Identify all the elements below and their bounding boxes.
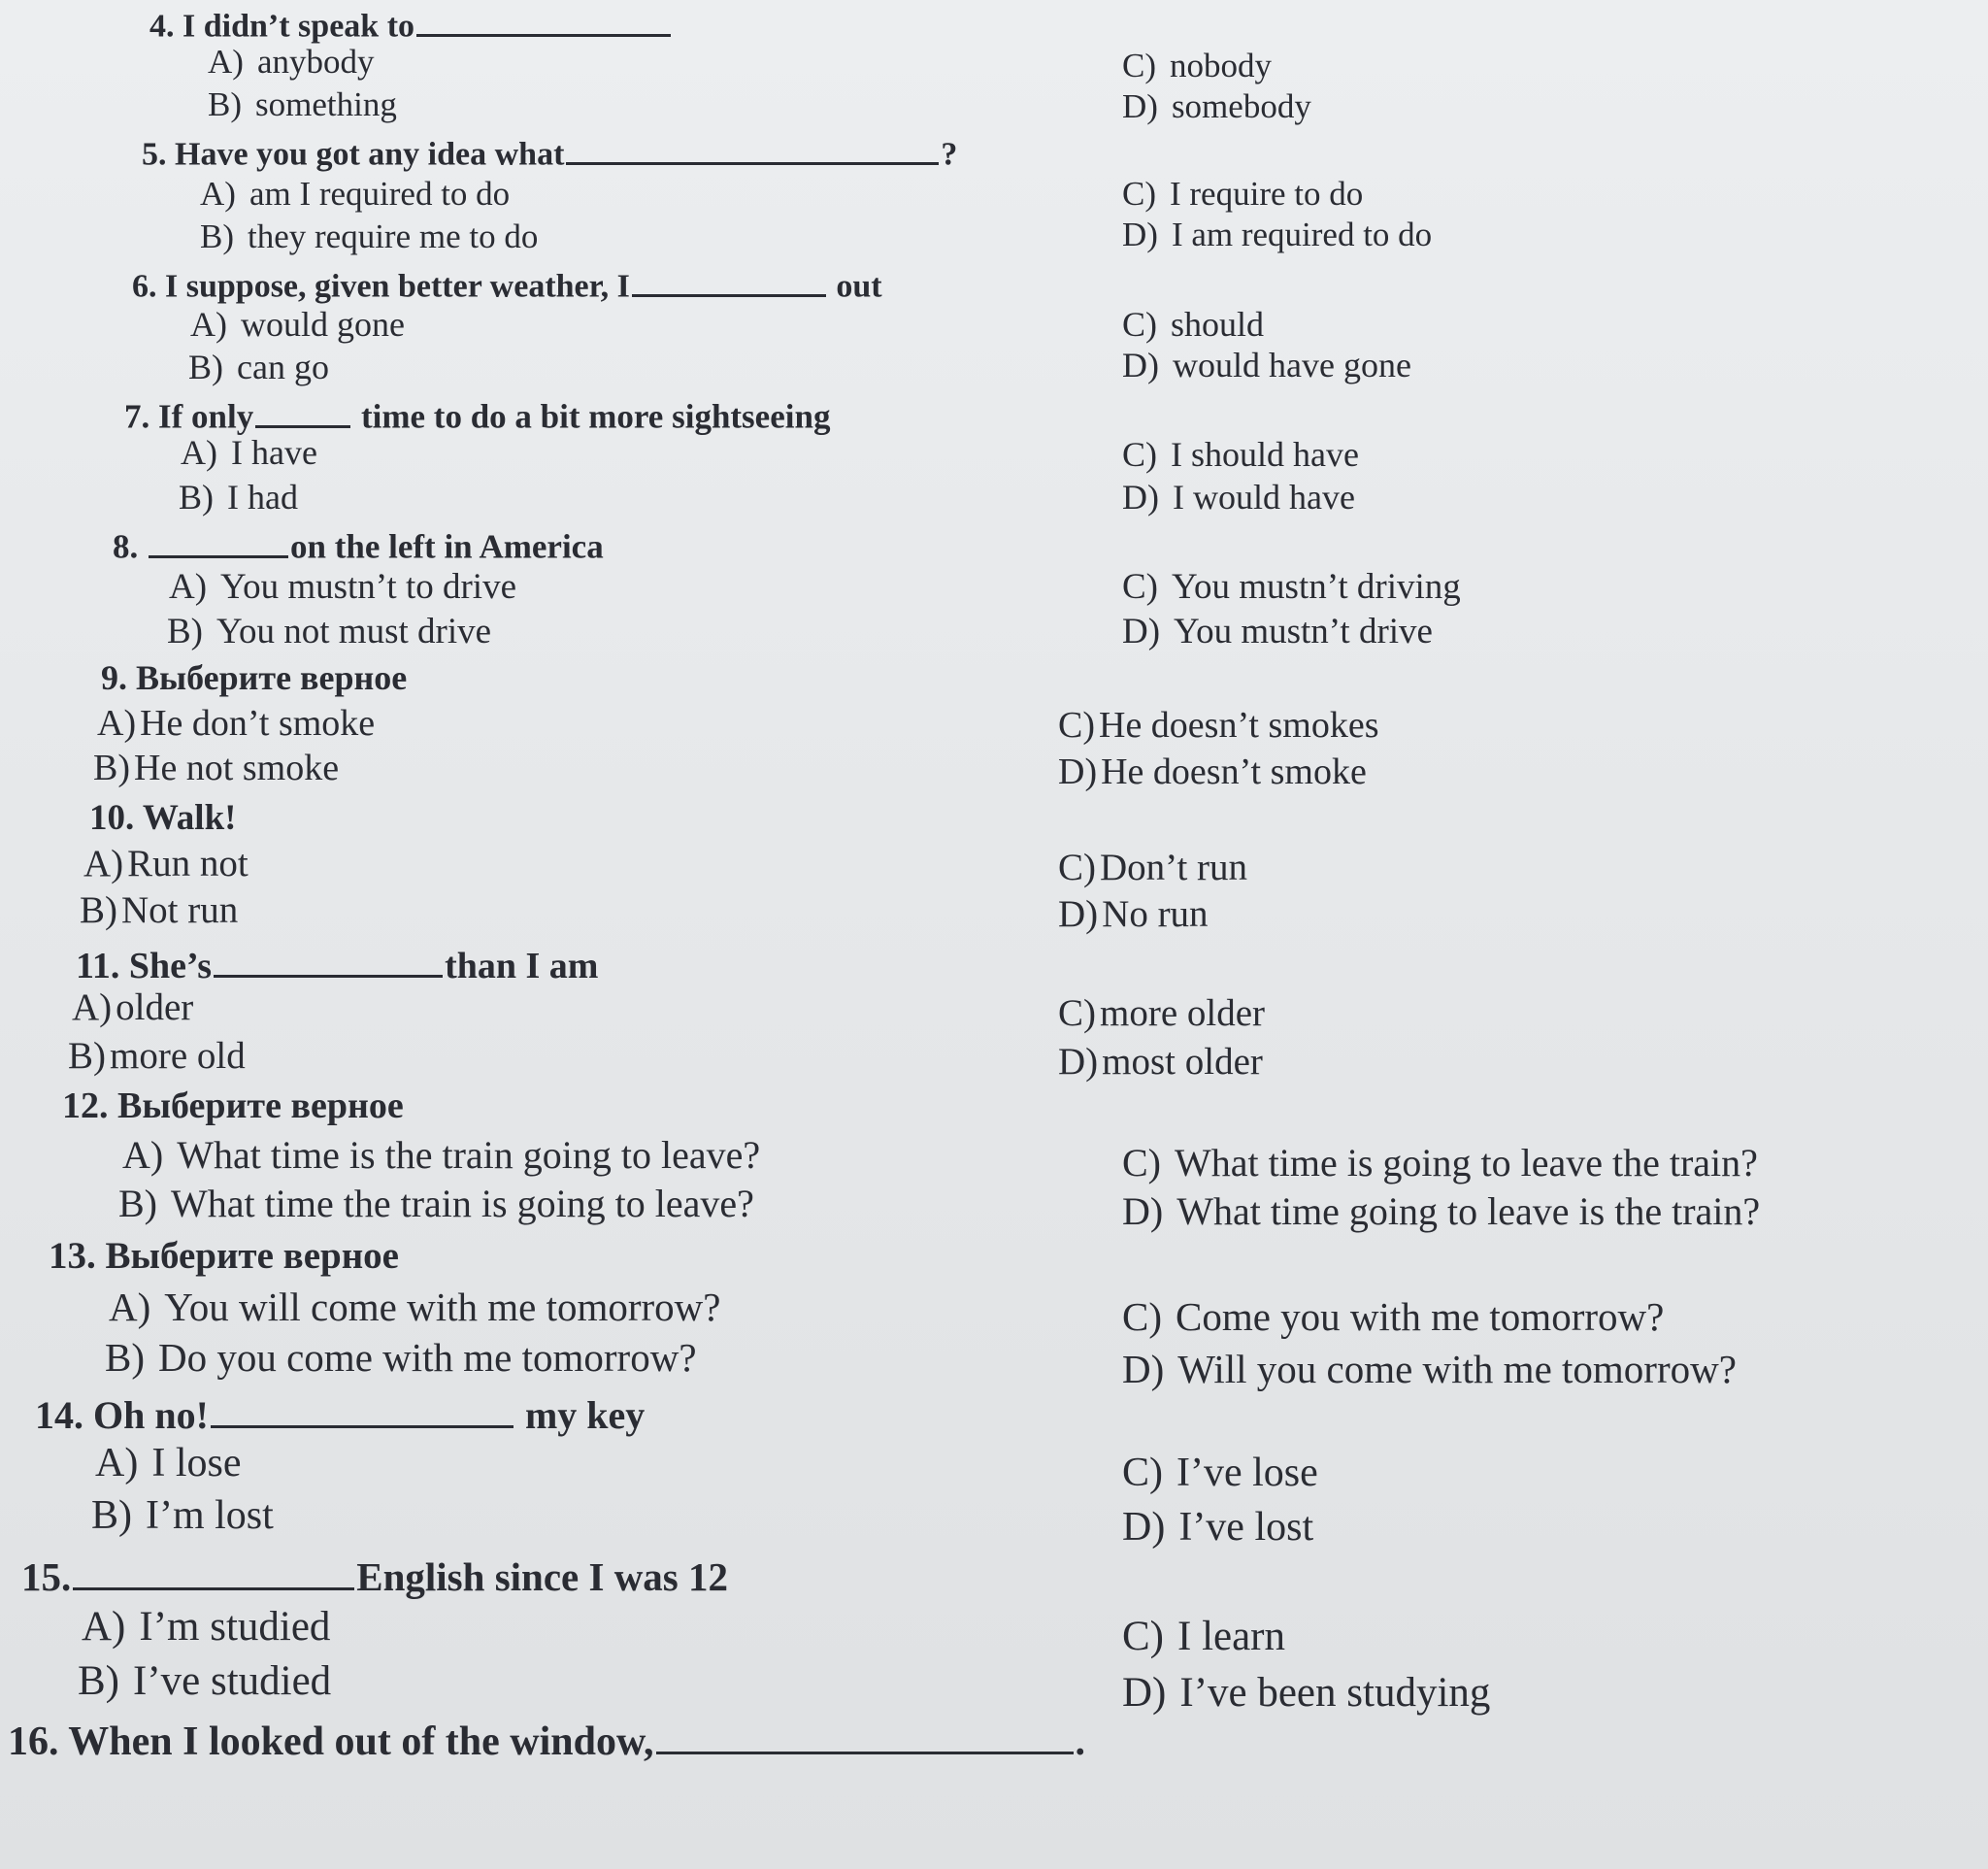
option-text: I’ve studied xyxy=(133,1658,332,1704)
option-b xyxy=(93,750,339,786)
option-letter: B) xyxy=(167,612,203,651)
option-text: You mustn’t to drive xyxy=(220,567,517,607)
answer-blank xyxy=(656,1715,1074,1754)
option-letter: A) xyxy=(190,305,227,344)
option-text: He doesn’t smoke xyxy=(1101,751,1367,792)
option-d xyxy=(1122,1347,1737,1391)
question-text: If only xyxy=(158,397,254,436)
option-text: more older xyxy=(1100,992,1266,1034)
question-text-after: my key xyxy=(524,1393,646,1437)
question-text-after: . xyxy=(1075,1719,1086,1764)
option-a xyxy=(72,988,193,1026)
question-number: 14. xyxy=(35,1393,83,1437)
option-text: more old xyxy=(110,1035,246,1077)
question-text: I didn’t speak to xyxy=(182,8,415,45)
option-letter: D) xyxy=(1122,1670,1167,1716)
option-letter: B) xyxy=(78,1658,119,1704)
option-letter: C) xyxy=(1122,175,1156,213)
option-d xyxy=(1122,1189,1761,1233)
option-b xyxy=(188,350,329,384)
question-text-after: English since I was 12 xyxy=(356,1553,729,1599)
option-letter: D) xyxy=(1122,87,1158,125)
option-b xyxy=(105,1335,697,1380)
option-text: What time the train is going to leave? xyxy=(171,1182,754,1225)
option-letter: A) xyxy=(83,843,124,884)
option-a xyxy=(190,307,405,342)
option-text: He not smoke xyxy=(134,748,340,788)
option-text: You mustn’t driving xyxy=(1172,567,1461,607)
option-text: Run not xyxy=(127,843,248,884)
question-stem xyxy=(113,524,604,564)
option-a xyxy=(169,569,516,605)
option-letter: A) xyxy=(109,1285,151,1329)
option-b xyxy=(179,480,298,515)
question-number: 4. xyxy=(149,8,175,45)
option-text: I’ve lose xyxy=(1176,1451,1318,1495)
option-c xyxy=(1058,994,1265,1032)
option-letter: B) xyxy=(188,348,223,386)
question-stem xyxy=(62,1087,404,1124)
option-d xyxy=(1122,1507,1313,1548)
option-letter: A) xyxy=(82,1604,126,1650)
option-text: I had xyxy=(227,478,298,517)
answer-blank xyxy=(211,1390,514,1428)
option-text: I’ve been studying xyxy=(1179,1670,1491,1716)
question-number: 15. xyxy=(21,1553,72,1599)
question-text-after: than I am xyxy=(445,946,599,987)
option-c xyxy=(1058,849,1247,886)
question-stem xyxy=(8,1715,1085,1762)
option-letter: C) xyxy=(1122,1294,1162,1339)
option-a xyxy=(200,177,510,211)
option-a xyxy=(95,1443,241,1484)
option-c xyxy=(1122,1141,1758,1185)
option-a xyxy=(82,1606,330,1648)
question-number: 5. xyxy=(142,136,167,173)
option-letter: D) xyxy=(1058,751,1098,792)
option-d xyxy=(1122,348,1411,383)
option-letter: C) xyxy=(1122,1141,1161,1185)
option-letter: D) xyxy=(1122,1189,1164,1233)
question-text: Oh no! xyxy=(93,1393,209,1437)
option-text: they require me to do xyxy=(248,217,539,255)
question-text: Выберите верное xyxy=(105,1235,399,1277)
option-d xyxy=(1122,480,1355,515)
answer-blank xyxy=(566,132,939,165)
question-number: 12. xyxy=(62,1085,109,1126)
question-text: Walk! xyxy=(142,798,237,838)
option-text: I should have xyxy=(1171,435,1359,474)
option-text: No run xyxy=(1102,893,1209,935)
option-text: am I required to do xyxy=(248,175,511,213)
question-stem xyxy=(35,1390,645,1435)
option-text: I’m lost xyxy=(146,1493,274,1538)
question-number: 11. xyxy=(76,946,120,987)
option-letter: C) xyxy=(1058,847,1096,888)
option-letter: A) xyxy=(122,1133,164,1177)
question-stem xyxy=(49,1237,399,1275)
question-number: 16. xyxy=(8,1719,59,1764)
question-number: 10. xyxy=(89,798,135,838)
option-text: He doesn’t smokes xyxy=(1099,705,1379,746)
question-stem xyxy=(21,1552,728,1597)
option-d xyxy=(1058,1043,1263,1081)
question-stem xyxy=(76,942,598,985)
option-text: He don’t smoke xyxy=(140,703,376,744)
option-text: What time is the train going to leave? xyxy=(177,1133,761,1177)
option-letter: B) xyxy=(208,85,242,123)
option-text: You will come with me tomorrow? xyxy=(164,1285,721,1329)
option-c xyxy=(1122,1452,1318,1493)
question-number: 8. xyxy=(113,527,139,566)
option-letter: D) xyxy=(1122,612,1161,651)
option-text: would have gone xyxy=(1173,346,1411,384)
option-letter: C) xyxy=(1058,992,1096,1034)
answer-blank xyxy=(416,4,671,37)
answer-blank xyxy=(632,264,826,297)
option-letter: C) xyxy=(1122,47,1156,84)
option-b xyxy=(208,87,397,121)
option-d xyxy=(1122,217,1432,251)
question-stem xyxy=(142,132,957,172)
option-a xyxy=(83,845,248,883)
option-letter: A) xyxy=(181,433,217,472)
question-text: I suppose, given better weather, I xyxy=(165,268,630,305)
option-letter: B) xyxy=(91,1493,132,1538)
question-text: Выберите верное xyxy=(136,658,408,697)
option-letter: A) xyxy=(95,1441,139,1485)
option-letter: C) xyxy=(1122,567,1158,607)
question-number: 7. xyxy=(124,397,150,436)
option-text: You mustn’t drive xyxy=(1174,612,1433,651)
option-text: I learn xyxy=(1177,1614,1286,1659)
question-number: 13. xyxy=(49,1235,96,1277)
option-d xyxy=(1122,1672,1490,1714)
question-text-after: time to do a bit more sightseeing xyxy=(360,397,831,436)
option-letter: A) xyxy=(169,567,208,607)
option-letter: C) xyxy=(1122,1614,1164,1659)
option-letter: B) xyxy=(68,1035,106,1077)
option-letter: C) xyxy=(1122,305,1157,344)
question-stem xyxy=(132,264,882,304)
option-text: Not run xyxy=(121,889,239,931)
option-c xyxy=(1058,707,1379,744)
option-letter: D) xyxy=(1058,893,1099,935)
option-letter: D) xyxy=(1122,346,1159,384)
option-letter: B) xyxy=(105,1335,145,1380)
answer-blank xyxy=(73,1552,354,1590)
option-letter: A) xyxy=(72,986,113,1028)
option-b xyxy=(80,891,238,929)
question-stem xyxy=(101,660,407,695)
option-letter: D) xyxy=(1122,1347,1165,1391)
option-letter: D) xyxy=(1122,1505,1166,1550)
question-text: When I looked out of the window, xyxy=(68,1719,654,1764)
option-text: should xyxy=(1171,305,1265,344)
option-a xyxy=(181,435,317,470)
option-c xyxy=(1122,437,1359,472)
option-text: older xyxy=(116,986,194,1028)
option-text: I’m studied xyxy=(139,1604,331,1650)
answer-blank xyxy=(255,394,350,428)
option-letter: B) xyxy=(200,217,234,255)
option-letter: C) xyxy=(1122,435,1157,474)
option-letter: B) xyxy=(93,748,130,788)
option-text: I have xyxy=(231,433,317,472)
option-b xyxy=(78,1660,331,1702)
question-text-after: ? xyxy=(941,136,958,173)
option-letter: D) xyxy=(1122,216,1158,253)
option-text: somebody xyxy=(1171,87,1311,125)
option-a xyxy=(97,705,375,742)
option-letter: C) xyxy=(1122,1451,1163,1495)
option-c xyxy=(1122,1616,1285,1657)
question-number: 6. xyxy=(132,268,157,305)
option-c xyxy=(1122,177,1363,211)
option-b xyxy=(68,1037,246,1075)
question-text-after: on the left in America xyxy=(290,527,604,566)
option-text: I would have xyxy=(1173,478,1355,517)
option-d xyxy=(1122,89,1311,123)
option-c xyxy=(1122,307,1264,342)
option-text: Do you come with me tomorrow? xyxy=(158,1335,697,1380)
option-b xyxy=(200,219,538,253)
option-text: Come you with me tomorrow? xyxy=(1176,1294,1665,1339)
option-b xyxy=(91,1495,274,1536)
option-b xyxy=(118,1182,754,1225)
option-letter: A) xyxy=(97,703,137,744)
option-text: What time is going to leave the train? xyxy=(1175,1141,1758,1185)
option-letter: A) xyxy=(200,175,236,213)
option-letter: B) xyxy=(118,1182,157,1225)
question-text: Have you got any idea what xyxy=(175,136,565,173)
option-text: Will you come with me tomorrow? xyxy=(1177,1347,1737,1391)
option-letter: D) xyxy=(1122,478,1159,517)
option-text: most older xyxy=(1102,1041,1263,1083)
option-text: something xyxy=(255,85,397,123)
option-text: anybody xyxy=(256,43,375,81)
question-number: 9. xyxy=(101,658,127,697)
option-d xyxy=(1058,895,1209,933)
option-d xyxy=(1122,614,1433,650)
option-a xyxy=(122,1133,761,1177)
option-a xyxy=(109,1287,720,1327)
option-text: would gone xyxy=(241,305,405,344)
question-stem xyxy=(124,394,830,434)
option-letter: C) xyxy=(1058,705,1095,746)
question-stem xyxy=(149,4,673,44)
question-text: Выберите верное xyxy=(117,1085,404,1126)
option-text: nobody xyxy=(1170,47,1272,84)
option-letter: A) xyxy=(208,43,244,81)
option-letter: D) xyxy=(1058,1041,1099,1083)
option-letter: B) xyxy=(179,478,214,517)
answer-blank xyxy=(149,524,288,558)
option-c xyxy=(1122,49,1272,83)
option-text: What time going to leave is the train? xyxy=(1176,1189,1761,1233)
question-text-after: out xyxy=(836,268,882,305)
option-text: Don’t run xyxy=(1100,847,1248,888)
option-text: You not must drive xyxy=(216,612,492,651)
question-stem xyxy=(89,800,236,836)
option-c xyxy=(1122,569,1461,605)
option-c xyxy=(1122,1294,1665,1339)
option-b xyxy=(167,614,491,650)
option-a xyxy=(208,45,374,79)
question-text: She’s xyxy=(128,946,213,987)
option-text: I lose xyxy=(151,1441,242,1485)
option-letter: B) xyxy=(80,889,117,931)
option-text: I require to do xyxy=(1170,175,1364,213)
option-d xyxy=(1058,753,1367,790)
option-text: I’ve lost xyxy=(1178,1505,1314,1550)
option-text: can go xyxy=(237,348,329,386)
answer-blank xyxy=(214,942,443,978)
option-text: I am required to do xyxy=(1171,216,1433,253)
